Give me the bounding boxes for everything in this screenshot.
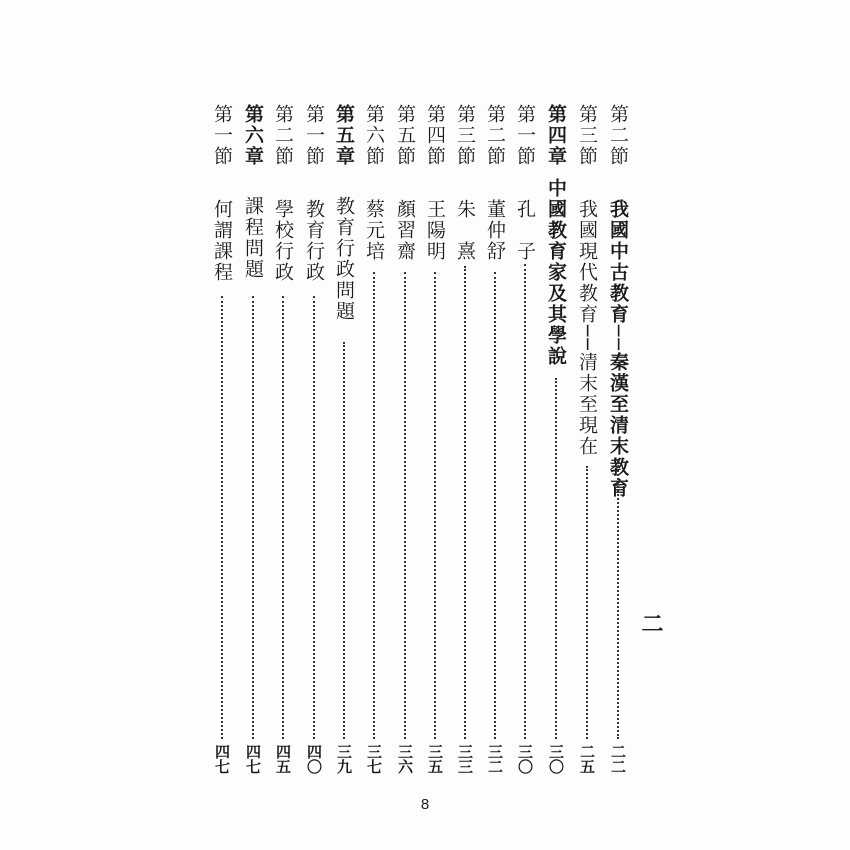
- page-ref: 三〇: [516, 744, 534, 774]
- toc-entry: [572, 104, 602, 774]
- side-page-marker: 二: [638, 612, 664, 634]
- page-number: 8: [420, 796, 430, 813]
- section-label: 第六節: [363, 104, 385, 167]
- section-label: 第三節: [454, 104, 476, 167]
- page-ref: 三五: [426, 744, 444, 774]
- toc-entry: [207, 104, 237, 774]
- section-title: 孔 子: [514, 199, 536, 262]
- leader-dots: [464, 266, 466, 739]
- section-label: 第一節: [514, 104, 536, 167]
- toc-entry: [420, 104, 450, 774]
- page-ref: 四〇: [305, 744, 323, 774]
- toc-entry: [299, 104, 329, 774]
- section-title: 王陽明: [424, 199, 446, 262]
- toc-chapter: [238, 104, 268, 774]
- toc-chapter: [329, 104, 359, 774]
- page-ref: 三二: [486, 744, 504, 774]
- chapter-title: 教育行政問題: [333, 196, 355, 322]
- page-ref: 三七: [365, 744, 383, 774]
- leader-dots: [494, 272, 496, 739]
- page-ref: 三六: [396, 744, 414, 774]
- leader-dots: [555, 378, 557, 739]
- leader-dots: [434, 272, 436, 739]
- toc-entry: [390, 104, 420, 774]
- section-title: 我國中古教育──秦漢至清末教育: [607, 199, 629, 499]
- toc-entry: [510, 104, 540, 774]
- leader-dots: [252, 296, 254, 739]
- toc-entry: [268, 104, 298, 774]
- section-title: 朱 熹: [454, 199, 476, 262]
- toc-entry: [450, 104, 480, 774]
- section-label: 第五節: [394, 104, 416, 167]
- chapter-label: 第六章: [242, 104, 264, 167]
- page-ref: 二二: [609, 744, 627, 774]
- leader-dots: [373, 272, 375, 739]
- leader-dots: [282, 296, 284, 739]
- section-label: 第一節: [303, 104, 325, 167]
- section-label: 第三節: [576, 104, 598, 167]
- section-title: 我國現代教育──清末至現在: [576, 199, 598, 457]
- leader-dots: [221, 296, 223, 739]
- chapter-label: 第四章: [545, 104, 567, 167]
- leader-dots: [524, 264, 526, 739]
- section-label: 第四節: [424, 104, 446, 167]
- page-ref: 二五: [578, 744, 596, 774]
- section-title: 何謂課程: [211, 199, 233, 283]
- section-title: 蔡元培: [363, 199, 385, 262]
- section-label: 第一節: [211, 104, 233, 167]
- section-title: 學校行政: [272, 199, 294, 283]
- leader-dots: [617, 459, 619, 739]
- section-label: 第二節: [607, 104, 629, 167]
- chapter-label: 第五章: [333, 104, 355, 167]
- page-ref: 四七: [213, 744, 231, 774]
- section-label: 第二節: [272, 104, 294, 167]
- page-ref: 四七: [244, 744, 262, 774]
- chapter-title: 課程問題: [242, 196, 264, 280]
- toc-entry: [603, 104, 633, 774]
- leader-dots: [313, 296, 315, 739]
- toc-entry: [359, 104, 389, 774]
- page-ref: 三九: [335, 744, 353, 774]
- leader-dots: [343, 342, 345, 739]
- page-ref: 四五: [274, 744, 292, 774]
- toc-entry: [480, 104, 510, 774]
- section-label: 第二節: [484, 104, 506, 167]
- section-title: 教育行政: [303, 199, 325, 283]
- chapter-title: 中國教育家及其學說: [545, 178, 567, 367]
- leader-dots: [586, 466, 588, 739]
- section-title: 董仲舒: [484, 199, 506, 262]
- section-title: 顏習齋: [394, 199, 416, 262]
- leader-dots: [404, 272, 406, 739]
- page-ref: 三〇: [547, 744, 565, 774]
- toc-chapter: [541, 104, 571, 774]
- page-ref: 三三: [456, 744, 474, 774]
